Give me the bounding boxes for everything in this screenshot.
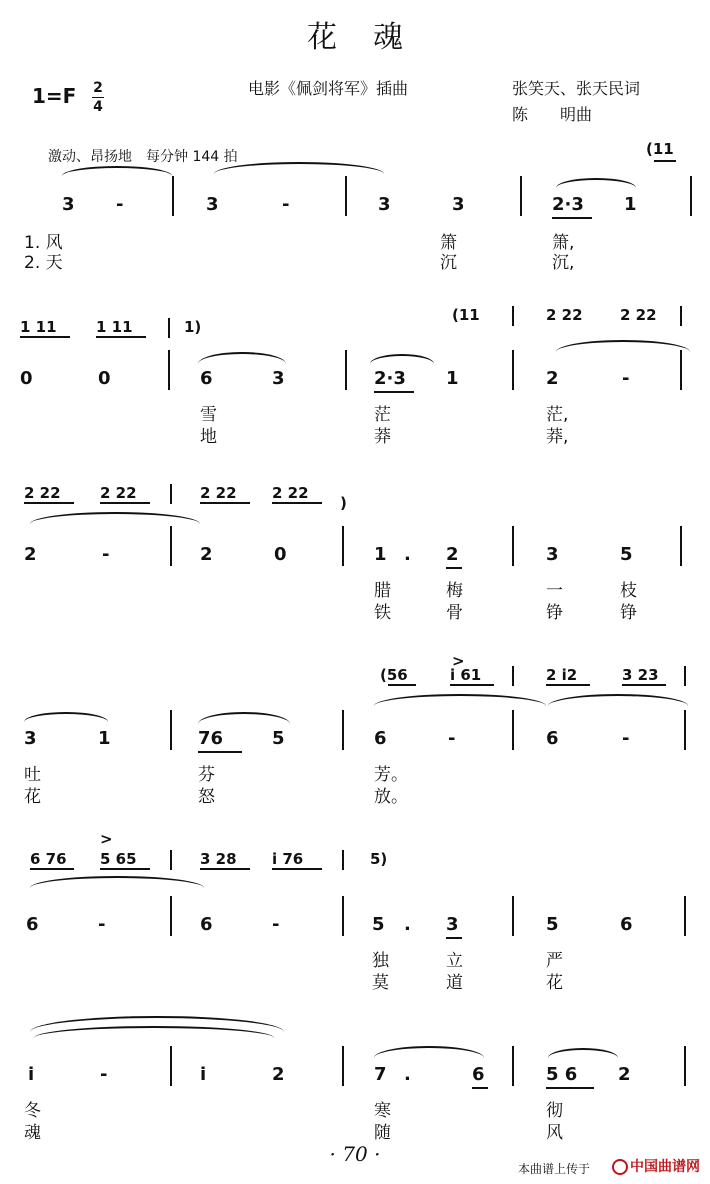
accomp-note: i 76 xyxy=(272,850,304,868)
accomp-note: ) xyxy=(340,494,347,512)
accomp-note: 5 65 xyxy=(100,850,137,868)
note: 6 xyxy=(200,914,213,935)
note: 2·3 xyxy=(374,368,406,389)
note: 3 xyxy=(62,194,75,215)
lyric: 严 xyxy=(546,951,563,971)
note: 5 6 xyxy=(546,1064,578,1085)
song-source: 电影《佩剑将军》插曲 xyxy=(248,79,409,98)
accent-mark: > xyxy=(452,652,465,670)
note: 2 xyxy=(446,544,459,565)
note: 2·3 xyxy=(552,194,584,215)
lyric: 独 xyxy=(372,951,389,971)
tempo-marking: 激动、昂扬地 每分钟 144 拍 xyxy=(48,149,238,165)
note: 6 xyxy=(472,1064,485,1085)
lyric: 怒 xyxy=(198,787,215,807)
lyric: 2. 天 xyxy=(24,253,63,273)
accomp-note: 2 22 xyxy=(620,306,657,324)
note: 7 xyxy=(374,1064,387,1085)
meter-bottom: 4 xyxy=(93,99,103,115)
note: 5 xyxy=(620,544,633,565)
note: 0 xyxy=(274,544,287,565)
lyric: 芳。 xyxy=(374,765,408,785)
note: 3 xyxy=(206,194,219,215)
lyric: 茫 xyxy=(374,405,391,425)
note: i xyxy=(28,1064,35,1085)
lyric: 铁 xyxy=(374,603,391,623)
note: 5 xyxy=(272,728,285,749)
note: 1 xyxy=(446,368,459,389)
accomp-note: 2 22 xyxy=(24,484,61,502)
lyric: 地 xyxy=(200,427,217,447)
note: 3 xyxy=(272,368,285,389)
site-logo-text: 中国曲谱网 xyxy=(630,1159,700,1175)
lyric: 道 xyxy=(446,973,463,993)
lyric: 箫 xyxy=(440,233,457,253)
lyric: 魂 xyxy=(24,1123,41,1143)
note: 2 xyxy=(200,544,213,565)
circle-e-icon xyxy=(612,1159,628,1175)
note-dash: - xyxy=(98,914,106,935)
note-dash: - xyxy=(272,914,280,935)
lyric: 腊 xyxy=(374,581,391,601)
note: 3 xyxy=(24,728,37,749)
lyric: 铮 xyxy=(620,603,637,623)
accomp-note: 2 i2 xyxy=(546,666,578,684)
lyric: 立 xyxy=(446,951,463,971)
lyric: 箫, xyxy=(552,233,575,253)
accomp-note: 2 22 xyxy=(272,484,309,502)
note: 2 xyxy=(618,1064,631,1085)
note: 2 xyxy=(24,544,37,565)
lyric: 冬 xyxy=(24,1101,41,1121)
accomp-note: 1) xyxy=(184,318,202,336)
note-dash: - xyxy=(622,368,630,389)
accomp-note: 3 28 xyxy=(200,850,237,868)
note: 1 xyxy=(624,194,637,215)
note-dash: - xyxy=(116,194,124,215)
note: 5 xyxy=(372,914,385,935)
lyric: 风 xyxy=(546,1123,563,1143)
note: 1 xyxy=(98,728,111,749)
note: 1 xyxy=(374,544,387,565)
note-dash: - xyxy=(448,728,456,749)
site-logo[interactable] xyxy=(612,1156,700,1176)
lyric: 一 xyxy=(546,581,563,601)
note: 3 xyxy=(546,544,559,565)
accomp-note: 3 23 xyxy=(622,666,659,684)
note-dash: - xyxy=(622,728,630,749)
note: 3 xyxy=(446,914,459,935)
key-signature: 1=F xyxy=(32,84,77,108)
accomp-note: 2 22 xyxy=(200,484,237,502)
lyric: 1. 风 xyxy=(24,233,63,253)
note-dash: - xyxy=(102,544,110,565)
lyric: 沉, xyxy=(552,253,575,273)
meter-top: 2 xyxy=(93,80,103,96)
accomp-note: i 61 xyxy=(450,666,482,684)
note-dash: - xyxy=(100,1064,108,1085)
lyric: 彻 xyxy=(546,1101,563,1121)
note-dot: . xyxy=(404,914,411,935)
note: 5 xyxy=(546,914,559,935)
note: 6 xyxy=(200,368,213,389)
song-title: 花魂 xyxy=(307,20,439,55)
note: 0 xyxy=(98,368,111,389)
lyric: 莽 xyxy=(374,427,391,447)
note: 6 xyxy=(620,914,633,935)
upload-note: 本曲谱上传于 xyxy=(518,1162,591,1176)
lyric: 花 xyxy=(24,787,41,807)
lyric: 莫 xyxy=(372,973,389,993)
accomp-note: 2 22 xyxy=(546,306,583,324)
page-number: · 70 · xyxy=(329,1142,381,1166)
accomp-note: (56 xyxy=(380,666,408,684)
lyric: 莽, xyxy=(546,427,569,447)
note-dash: - xyxy=(282,194,290,215)
accomp-note: 6 76 xyxy=(30,850,67,868)
note: 6 xyxy=(374,728,387,749)
time-signature xyxy=(92,80,104,115)
note: 3 xyxy=(378,194,391,215)
accomp-note: 5) xyxy=(370,850,388,868)
lyric: 随 xyxy=(374,1123,391,1143)
accomp-note: (11 xyxy=(646,140,674,158)
note: 0 xyxy=(20,368,33,389)
accomp-note: (11 xyxy=(452,306,480,324)
note-dot: . xyxy=(404,544,411,565)
lyric: 芬 xyxy=(198,765,215,785)
composer-credit: 陈 明曲 xyxy=(512,105,593,124)
lyric: 骨 xyxy=(446,603,463,623)
note: 76 xyxy=(198,728,224,749)
note: 3 xyxy=(452,194,465,215)
lyric: 沉 xyxy=(440,253,457,273)
lyric: 雪 xyxy=(200,405,217,425)
note: 6 xyxy=(26,914,39,935)
lyric: 花 xyxy=(546,973,563,993)
note: 2 xyxy=(272,1064,285,1085)
accent-mark: > xyxy=(100,830,113,848)
accomp-note: 1 11 xyxy=(20,318,57,336)
lyric: 铮 xyxy=(546,603,563,623)
lyric: 放。 xyxy=(374,787,408,807)
lyric: 寒 xyxy=(374,1101,391,1121)
accomp-note: 2 22 xyxy=(100,484,137,502)
note: i xyxy=(200,1064,207,1085)
lyric: 茫, xyxy=(546,405,569,425)
note: 2 xyxy=(546,368,559,389)
note: 6 xyxy=(546,728,559,749)
lyric: 吐 xyxy=(24,765,41,785)
accomp-note: 1 11 xyxy=(96,318,133,336)
lyricist-credit: 张笑天、张天民词 xyxy=(512,79,641,98)
lyric: 枝 xyxy=(620,581,637,601)
lyric: 梅 xyxy=(446,581,463,601)
note-dot: . xyxy=(404,1064,411,1085)
